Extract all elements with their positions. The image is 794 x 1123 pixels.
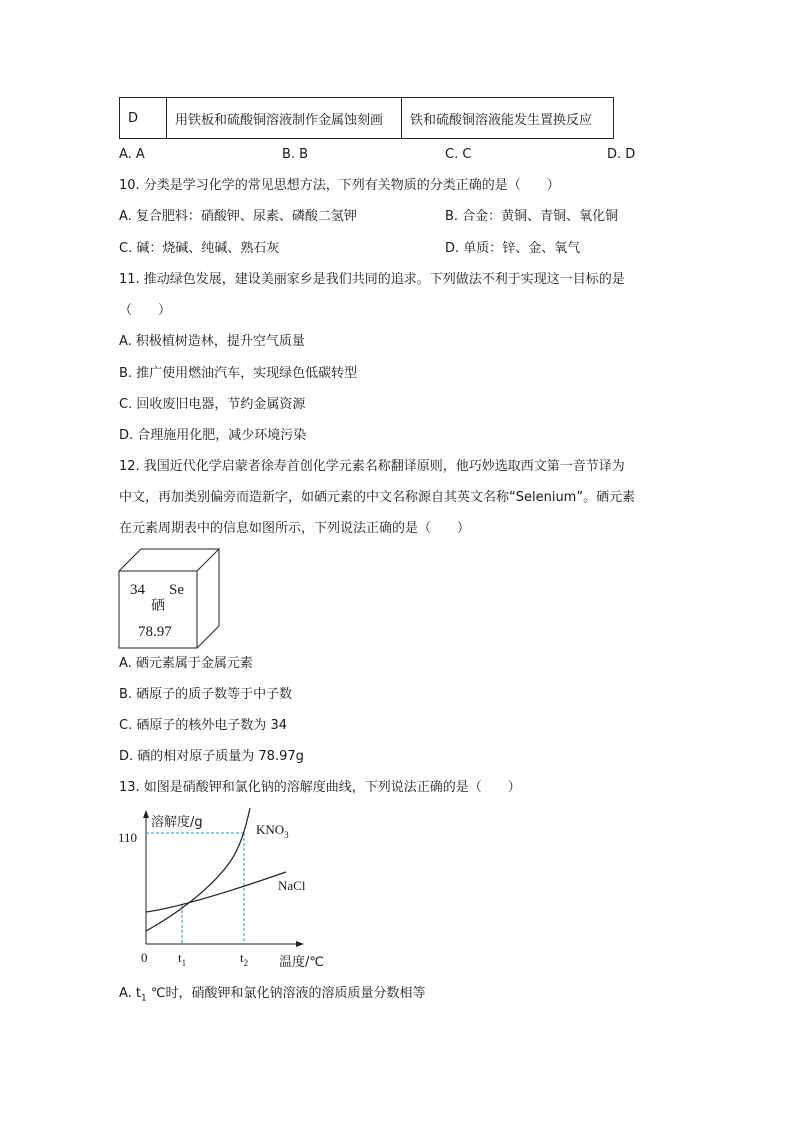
series-kno3-sub: 3 [284,830,289,840]
q11-option-a: A. 积极植树造林，提升空气质量 [119,334,305,349]
element-symbol: Se [169,582,184,598]
element-atomic-mass: 78.97 [138,624,172,640]
q9-option-b: B. B [282,147,309,162]
x-tick-t1-base: t [178,950,182,965]
q13-option-a-sub: 1 [141,993,147,1004]
x-axis-arrow [296,941,304,947]
x-tick-t1-sub: 1 [181,958,187,968]
y-tick-label-110: 110 [118,830,138,845]
q10-option-b: B. 合金：黄铜、青铜、氧化铜 [445,209,619,224]
x-tick-t2-base: t [240,950,244,965]
q13-stem: 13. 如图是硝酸钾和氯化钠的溶解度曲线，下列说法正确的是（ ） [119,780,521,795]
x-tick-label-t2 [240,950,248,968]
table-cell-method: 用铁板和硫酸铜溶液制作金属蚀刻画 [167,98,402,139]
q11-option-c: C. 回收废旧电器，节约金属资源 [119,397,306,412]
q10-option-a: A. 复合肥料：硝酸钾、尿素、磷酸二氢钾 [119,209,357,224]
q12-stem-line3: 在元素周期表中的信息如图所示，下列说法正确的是（ ） [119,521,471,536]
y-axis-arrow [143,810,149,818]
series-line-kno3 [146,808,250,931]
q13-option-a-prefix: A. t [119,986,142,1001]
q11-stem-line2: （ ） [119,303,172,318]
q10-stem: 10. 分类是学习化学的常见思想方法，下列有关物质的分类正确的是（ ） [119,178,560,193]
q9-option-a: A. A [119,147,145,162]
q11-option-d: D. 合理施用化肥，减少环境污染 [119,428,307,443]
q9-option-c: C. C [445,147,472,162]
x-axis-label: 温度/℃ [279,955,324,970]
series-label-kno3 [256,822,289,840]
table-row [120,98,614,139]
q13-option-a [119,986,426,1007]
series-label-nacl: NaCl [278,878,306,893]
x-tick-label-t1 [178,950,186,968]
table-cell-principle: 铁和硫酸铜溶液能发生置换反应 [402,98,614,139]
origin-label: 0 [141,950,148,965]
y-axis-label: 溶解度/g [151,815,203,830]
q12-option-c: C. 硒原子的核外电子数为 34 [119,718,288,733]
series-kno3-base: KNO [256,822,285,837]
q12-stem-line2: 中文，再加类别偏旁而造新字，如硒元素的中文名称源自其英文名称“Selenium”。硒元素 [119,490,636,505]
q10-option-c: C. 碱：烧碱、纯碱、熟石灰 [119,241,280,256]
x-tick-t2-sub: 2 [243,958,249,968]
element-atomic-number: 34 [130,582,145,598]
answer-table [119,97,614,139]
q12-stem-line1: 12. 我国近代化学启蒙者徐寿首创化学元素名称翻译原则，他巧妙选取西文第一音节译为 [119,459,625,474]
q12-option-a: A. 硒元素属于金属元素 [119,656,253,671]
q13-option-a-rest: ℃时，硝酸钾和氯化钠溶液的溶质质量分数相等 [146,986,426,1001]
q12-option-b: B. 硒原子的质子数等于中子数 [119,687,293,702]
q10-option-d: D. 单质：锌、金、氧气 [445,241,581,256]
q11-stem-line1: 11. 推动绿色发展，建设美丽家乡是我们共同的追求。下列做法不利于实现这一目标的是 [119,272,625,287]
q9-option-d: D. D [607,147,636,162]
element-cell-figure [118,548,222,650]
q12-option-d: D. 硒的相对原子质量为 78.97g [119,749,304,764]
q11-option-b: B. 推广使用燃油汽车，实现绿色低碳转型 [119,366,358,381]
series-line-nacl [146,872,286,912]
element-name: 硒 [151,598,165,614]
table-cell-option: D [120,98,167,139]
